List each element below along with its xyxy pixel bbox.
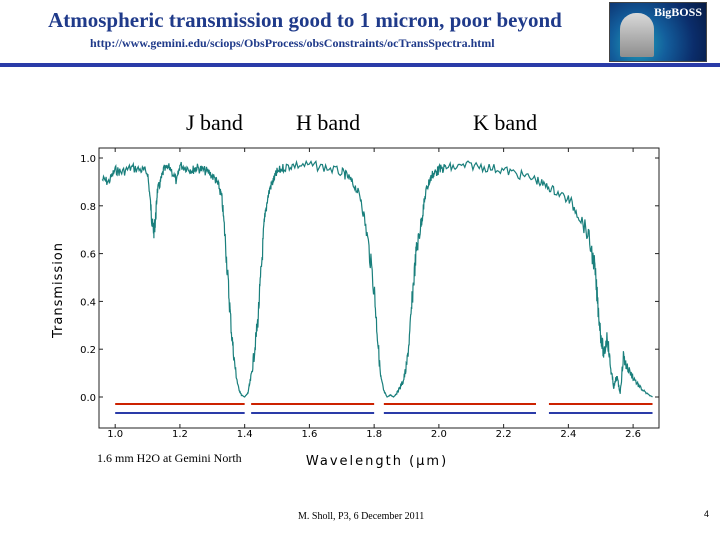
x-tick-label: 2.0 [430, 429, 447, 440]
source-url[interactable]: http://www.gemini.edu/sciops/ObsProcess/obsConstraints/ocTransSpectra.html [90, 36, 495, 50]
logo-text: BigBOSS [653, 5, 702, 19]
x-axis-label: Wavelength (μm) [305, 454, 449, 469]
y-tick-label: 1.0 [80, 154, 96, 165]
x-tick-label: 1.4 [236, 429, 253, 440]
water-vapor-note: 1.6 mm H2O at Gemini North [97, 451, 242, 465]
x-tick-label: 2.6 [625, 429, 642, 440]
x-tick-label: 2.2 [495, 429, 512, 440]
slide-title: Atmospheric transmission good to 1 micron, poor beyond [48, 8, 562, 32]
x-tick-label: 1.0 [107, 429, 124, 440]
y-tick-label: 0.4 [80, 297, 96, 309]
band-label-j: J band [186, 110, 243, 135]
band-label-h: H band [296, 110, 361, 135]
x-tick-label: 1.2 [171, 429, 188, 440]
y-axis-label: Transmission [51, 242, 66, 338]
x-tick-label: 1.6 [301, 429, 318, 440]
x-tick-label: 2.4 [560, 429, 577, 440]
y-tick-label: 0.2 [80, 345, 96, 357]
y-tick-label: 0.0 [80, 393, 96, 404]
y-tick-label: 0.6 [80, 249, 96, 261]
page-number: 4 [704, 509, 710, 519]
plot-frame [99, 148, 659, 428]
y-tick-label: 0.8 [80, 201, 96, 213]
footer-citation: M. Sholl, P3, 6 December 2011 [298, 511, 425, 522]
x-tick-label: 1.8 [366, 429, 383, 440]
band-label-k: K band [473, 110, 538, 135]
transmission-series-line [102, 161, 652, 397]
